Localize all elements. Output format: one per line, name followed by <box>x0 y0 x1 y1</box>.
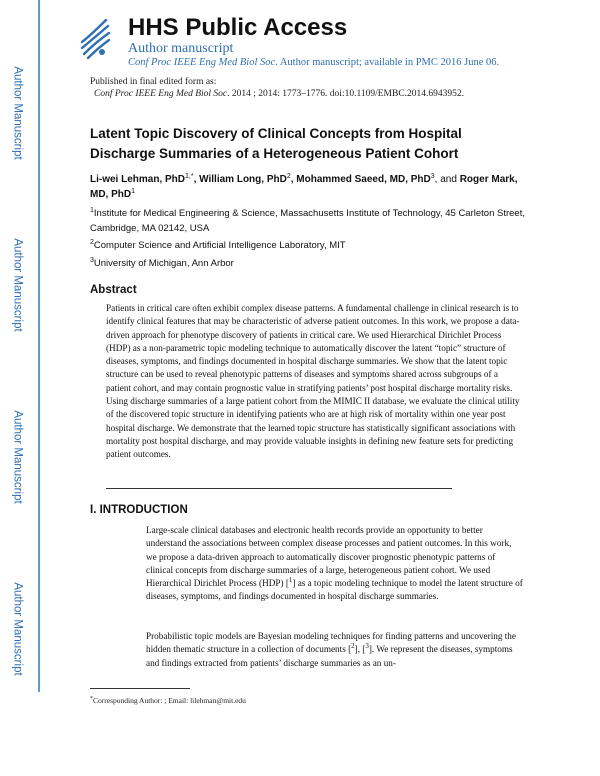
author-manuscript-label: Author manuscript <box>128 41 234 56</box>
reference-2: 2 <box>351 642 355 651</box>
affiliation-3: $^3$University of Michigan, Ann Arbor <box>90 257 234 269</box>
author-list: Li-wei Lehman, PhD$^{1,*}$, William Long, PhD$^2$, Mohammed Saeed, MD, PhD$^3$, and Roger Mark, MD, PhD$^1$ <box>90 173 518 200</box>
side-label-4: Author Manuscript <box>12 582 25 676</box>
side-label-2: Author Manuscript <box>12 238 25 332</box>
reference-1: 1 <box>288 576 293 585</box>
footnote-divider <box>90 688 190 689</box>
side-label-1: Author Manuscript <box>12 66 25 160</box>
hhs-eagle-logo-icon <box>76 12 112 60</box>
side-rule <box>38 0 40 692</box>
affiliation-1: $^1$Institute for Medical Engineering & Science, Massachusetts Institute of Technology, 45 Carleton Street, Cambridge, MA 02142, USA <box>90 207 525 234</box>
abstract-heading: Abstract <box>90 284 137 296</box>
hhs-public-access-title: HHS Public Access <box>128 14 348 41</box>
publication-info <box>90 76 464 100</box>
corresponding-author-footnote: *Corresponding Author: ; Email: lilehman@mit.edu <box>90 696 246 705</box>
intro-paragraph-1: Large-scale clinical databases and electronic health records provide an opportunity to better understand the associations between complex disease processes and patient outcomes. In this work, we propose a data-driven approach to automatically discover prognostic phenotypic patterns of clinical concepts from discharge summaries of a large, heterogeneous patient cohort. We used Hierarchical Dirichlet Process (HDP) [$^1$] as a topic modeling technique to model the latent structure of diseases, symptoms, and findings documented in hospital discharge summaries. <box>146 525 523 602</box>
paper-title: Latent Topic Discovery of Clinical Concepts from Hospital Discharge Summaries of a Heterogeneous Patient Cohort <box>90 126 462 161</box>
abstract-text: Patients in critical care often exhibit complex disease patterns. A fundamental challenge in clinical research is to identify clinical features that may be characteristic of adverse patient outcomes. In this work, we propose a data-driven approach for phenotype discovery of patients in critical care. We used Hierarchical Dirichlet Process (HDP) as a non-parametric topic modeling technique to automatically discover the latent “topic” structure of diseases, symptoms, and findings documented in hospital discharge summaries. We show that the latent topic structure can be used to reveal phenotypic patterns of diseases and symptoms shared across subgroups of a patient cohort, and may contain prognostic value in stratifying patients’ post hospital discharge mortality risks. Using discharge summaries of a large patient cohort from the MIMIC II database, we evaluate the clinical utility of the discovered topic structure in identifying patients who are at high risk of mortality within one year post hospital discharge. We demonstrate that the learned topic structure has statistically significant associations with mortality post hospital discharge, and may provide valuable insights in defining new feature sets for predicting patient outcomes. <box>106 303 520 460</box>
journal-name: Conf Proc IEEE Eng Med Biol Soc <box>128 57 276 68</box>
abstract-divider <box>106 488 452 489</box>
citation: Conf Proc IEEE Eng Med Biol Soc. 2014 ; 2014: 1773–1776. doi:10.1109/EMBC.2014.6943952. <box>94 89 465 99</box>
availability-line: Conf Proc IEEE Eng Med Biol Soc. Author manuscript; available in PMC 2016 June 06. <box>128 57 500 68</box>
affiliation-2: $^2$Computer Science and Artificial Intelligence Laboratory, MIT <box>90 239 346 251</box>
published-label: Published in final edited form as: <box>90 77 217 87</box>
side-label-3: Author Manuscript <box>12 410 25 504</box>
reference-3: 3 <box>365 642 369 651</box>
intro-paragraph-2: Probabilistic topic models are Bayesian modeling techniques for finding patterns and uncovering the hidden thematic structure in a collection of documents [$^2$], [$^3$]. We represent the diseases, symptoms and findings extracted from patients’ discharge summaries as an un- <box>146 631 516 668</box>
introduction-heading: I. INTRODUCTION <box>90 504 188 516</box>
